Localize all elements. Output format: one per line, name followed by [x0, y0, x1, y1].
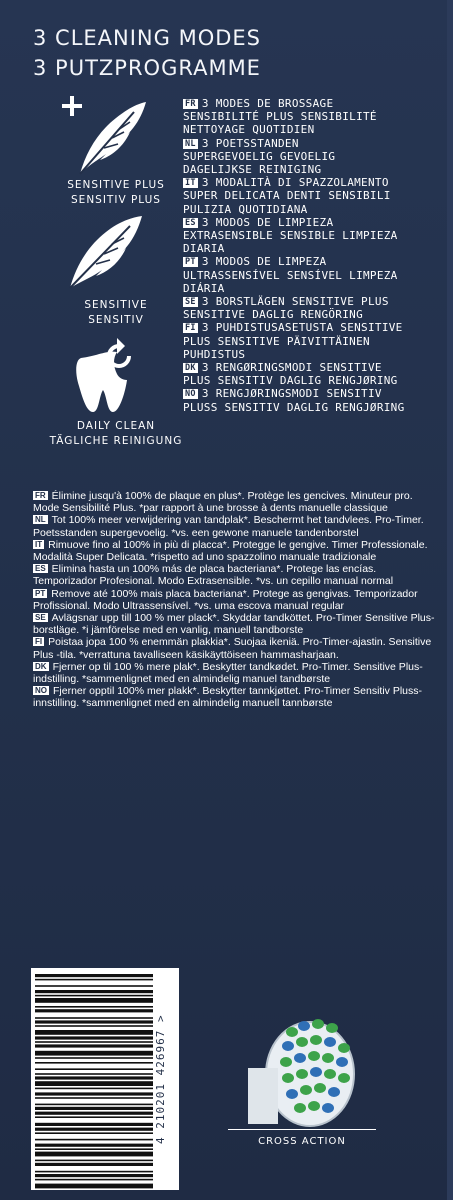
mode-line: [183, 216, 443, 229]
brush-head-label: CROSS ACTION: [258, 1136, 346, 1147]
barcode-bar: [35, 1144, 153, 1147]
barcode-bar: [35, 1112, 153, 1115]
label-sensitive: [31, 298, 201, 328]
mode-translations: [183, 97, 443, 414]
barcode-bar: [35, 1139, 153, 1141]
barcode-bar: [35, 1174, 153, 1177]
barcode-bar: [35, 1044, 153, 1047]
barcode-bar: [35, 1160, 153, 1162]
mode-line: PULIZIA QUOTIDIANA: [183, 202, 308, 216]
barcode-bar: [35, 1025, 153, 1027]
barcode-bar: [35, 985, 153, 987]
barcode-bar: [35, 974, 153, 977]
bristle-tuft: [282, 1073, 294, 1083]
claim-text: Fjerner op til 100 % mere plak*. Beskytter tandkødet. Pro-Timer. Sensitive Plus-indstilling. *sammenlignet med en almindelig manuel tandbørste: [33, 660, 423, 686]
barcode-bar: [35, 979, 153, 981]
mode-block: [183, 137, 443, 177]
mode-text: 3 MODES DE BROSSAGE: [201, 97, 334, 110]
bristle-tuft: [280, 1057, 292, 1067]
barcode-bar: [35, 1179, 153, 1181]
mode-text: 3 MODALITÀ DI SPAZZOLAMENTO: [201, 176, 389, 190]
label-sensitive-plus: [31, 178, 201, 208]
bristle-tuft: [310, 1035, 322, 1045]
mode-text: 3 RENGØRINGSMODI SENSITIVE: [201, 361, 382, 375]
divider: [228, 1129, 376, 1130]
bristle-tuft: [294, 1053, 306, 1063]
bristle-tuft: [322, 1053, 334, 1063]
label-daily-clean-de: TÄGLICHE REINIGUNG: [49, 435, 183, 447]
mode-line: SUPER DELICATA DENTI SENSIBILI: [183, 189, 391, 203]
claim-text: Elimina hasta un 100% más de placa bacteriana*. Protege las encías. Temporizador Profesional. Modo Extrasensible. *vs. un cepillo manual normal: [33, 563, 394, 588]
bristle-tuft: [338, 1043, 350, 1053]
mode-line: SENSITIVE DAGLIG RENGÖRING: [183, 308, 363, 322]
language-tag: NO: [35, 686, 47, 696]
claim-paragraph: [33, 588, 438, 612]
claim-text: Rimuove fino al 100% in più di placca*. Protegge le gengive. Timer Professionale. Modalità Super Delicata. *rispetto ad uno spazzolino manuale tradizionale: [33, 538, 428, 564]
barcode-bar: [35, 1107, 153, 1110]
mode-text: 3 POETSSTANDEN: [201, 136, 299, 150]
mode-line: PLUS SENSITIVE PÄIVITTÄINEN: [183, 334, 370, 348]
barcode-bar: [35, 1104, 153, 1106]
claim-paragraph: [33, 539, 438, 563]
mode-line: [183, 361, 443, 374]
barcode-bar: [35, 1116, 153, 1118]
title-english: 3 CLEANING MODES: [33, 26, 262, 50]
bristle-tuft: [314, 1083, 326, 1093]
claim-paragraph: [33, 661, 438, 685]
mode-line: PUHDISTUS: [183, 347, 246, 361]
bristle-tuft: [310, 1067, 322, 1077]
language-tag: ES: [35, 564, 46, 574]
mode-block: [183, 361, 443, 387]
mode-line: NETTOYAGE QUOTIDIEN: [183, 123, 315, 137]
mode-line: [183, 387, 443, 400]
bristle-tuft: [298, 1021, 310, 1031]
barcode-bar: [35, 1030, 153, 1035]
barcode-bar: [35, 1036, 153, 1039]
mode-line: DIARIA: [183, 242, 225, 256]
claim-paragraph: [33, 490, 438, 514]
mode-line: SUPERGEVOELIG GEVOELIG: [183, 149, 336, 163]
mode-line: PLUS SENSITIV DAGLIG RENGJØRING: [183, 374, 398, 388]
mode-line: EXTRASENSIBLE SENSIBLE LIMPIEZA: [183, 229, 398, 243]
barcode-bar: [35, 998, 153, 1003]
bristle-tuft: [328, 1087, 340, 1097]
claim-text: Fjerner opptil 100% mer plakk*. Beskytter tannkjøttet. Pro-Timer Sensitiv Pluss-innstilling. *sammenlignet med en almindelig manuell tannbørste: [33, 685, 422, 710]
mode-block: [183, 321, 443, 361]
language-tag: PT: [185, 257, 196, 268]
language-tag: FR: [35, 491, 46, 500]
mode-line: DIÁRIA: [183, 281, 225, 295]
bristle-tuft: [312, 1019, 324, 1029]
barcode-bar: [35, 1081, 153, 1086]
claim-paragraph: [33, 514, 438, 538]
mode-block: [183, 387, 443, 413]
language-tag: IT: [35, 539, 43, 549]
barcode-bar: [35, 1184, 153, 1189]
language-tag: SE: [185, 297, 196, 308]
label-sensitive-en: SENSITIVE: [84, 299, 148, 311]
bristle-tuft: [322, 1103, 334, 1113]
mode-block: [183, 176, 443, 216]
label-daily-clean: [31, 419, 201, 449]
barcode-bar: [35, 1148, 153, 1150]
language-tag: FI: [35, 637, 43, 647]
barcode-bar: [35, 1051, 153, 1056]
barcode-bar: [35, 1097, 153, 1099]
barcode-bar: [35, 1128, 153, 1131]
label-daily-clean-en: DAILY CLEAN: [76, 420, 156, 432]
brush-head-image: [248, 1010, 368, 1132]
bristle-tuft: [308, 1101, 320, 1111]
language-tag: PT: [35, 588, 46, 598]
claim-paragraph: [33, 685, 438, 709]
language-tag: SE: [35, 613, 46, 623]
bristle-tuft: [336, 1057, 348, 1067]
claim-paragraph: [33, 636, 438, 660]
language-tag: FR: [185, 99, 196, 109]
barcode-bar: [35, 1062, 153, 1064]
barcode-bar: [35, 1123, 153, 1126]
feather-plus-icon: [60, 92, 152, 178]
language-tag: IT: [185, 178, 196, 189]
mode-text: 3 RENGJØRINGSMODI SENSITIV: [201, 387, 382, 401]
mode-block: [183, 255, 443, 295]
barcode-bar: [35, 1068, 153, 1070]
language-tag: NL: [35, 515, 46, 525]
package-edge: [447, 0, 453, 1200]
language-tag: ES: [185, 217, 196, 228]
mode-line: DAGELIJKSE REINIGING: [183, 163, 322, 177]
claim-text: Remove até 100% mais placa bacteriana*. Protege as gengivas. Temporizador Profissional. Modo Ultrassensível. *vs. uma escova manual regular: [33, 587, 418, 612]
language-tag: NL: [185, 138, 196, 149]
bristle-tuft: [296, 1037, 308, 1047]
claim-paragraph: [33, 612, 438, 636]
bristle-tuft: [286, 1027, 298, 1037]
claim-text: Poistaa jopa 100 % enemmän plakkia*. Suojaa ikeniä. Pro-Timer-ajastin. Sensitive Plus -tila. *verrattuna tavalliseen käsikäyttöiseen hammasharjaan.: [33, 636, 432, 661]
claim-text: Élimine jusqu'à 100% de plaque en plus*. Protège les gencives. Minuteur pro. Mode Sensibilité Plus. *par rapport à une brosse à dents manuelle classique: [33, 490, 413, 515]
barcode-bar: [35, 1057, 153, 1059]
mode-text: 3 MODOS DE LIMPEZA: [201, 255, 327, 269]
barcode-bar: [35, 1171, 153, 1173]
barcode-bar: [35, 1020, 153, 1023]
barcode-bar: [35, 1088, 153, 1090]
bristle-tuft: [286, 1089, 298, 1099]
bristle-tuft: [294, 1103, 306, 1113]
barcode-bar: [35, 1073, 153, 1075]
label-sensitive-de: SENSITIV: [88, 314, 144, 326]
language-tag: DK: [35, 661, 47, 671]
barcode-bar: [35, 1163, 153, 1166]
mode-line: SENSIBILITÉ PLUS SENSIBILITÉ: [183, 110, 377, 124]
tooth-refresh-icon: [73, 334, 139, 414]
mode-line: [183, 321, 443, 334]
claim-text: Tot 100% meer verwijdering van tandplak*. Beschermt het tandvlees. Pro-Timer. Poetsstanden supergevoelig. *vs. een gewone manuele tandenborstel: [33, 514, 424, 539]
barcode-bar: [35, 1092, 153, 1095]
claims-translations: [33, 490, 438, 710]
barcode-bar: [35, 1041, 153, 1043]
barcode-bar: [35, 1006, 153, 1008]
mode-block: [183, 216, 443, 256]
barcode-bar: [35, 995, 153, 997]
bristle-tuft: [324, 1037, 336, 1047]
bristle-tuft: [308, 1051, 320, 1061]
mode-line: [183, 295, 443, 308]
mode-text: 3 BORSTLÄGEN SENSITIVE PLUS: [201, 295, 389, 309]
mode-block: [183, 97, 443, 137]
mode-text: 3 MODOS DE LIMPIEZA: [201, 215, 334, 229]
barcode-digits: 4 210201 426967 >: [154, 1014, 167, 1144]
language-tag: FI: [185, 323, 196, 334]
label-sensitive-plus-de: SENSITIV PLUS: [71, 194, 161, 206]
barcode-bar: [35, 1076, 153, 1079]
mode-line: [183, 255, 443, 268]
barcode-bar: [35, 990, 153, 993]
mode-line: ULTRASSENSÍVEL SENSÍVEL LIMPEZA: [183, 268, 398, 282]
title-german: 3 PUTZPROGRAMME: [33, 56, 261, 80]
mode-line: [183, 97, 443, 110]
barcode-bar: [35, 1152, 153, 1157]
bristle-tuft: [300, 1085, 312, 1095]
mode-text: 3 PUHDISTUSASETUSTA SENSITIVE: [201, 321, 403, 335]
bristle-tuft: [282, 1041, 294, 1051]
language-tag: NO: [185, 389, 196, 400]
barcode-bar: [35, 1009, 153, 1012]
claim-paragraph: [33, 563, 438, 587]
barcode-bar: [35, 1132, 153, 1134]
barcode-bar: [35, 1017, 153, 1019]
bristle-tuft: [324, 1069, 336, 1079]
mode-block: [183, 295, 443, 321]
mode-line: [183, 137, 443, 150]
bristle-tuft: [326, 1023, 338, 1033]
bristle-tuft: [338, 1073, 350, 1083]
mode-line: [183, 176, 443, 189]
label-sensitive-plus-en: SENSITIVE PLUS: [67, 179, 165, 191]
feather-icon: [66, 214, 146, 290]
language-tag: DK: [185, 363, 196, 374]
claim-text: Avlägsnar upp till 100 % mer plack*. Skyddar tandköttet. Pro-Timer Sensitive Plus-borstläge. *i jämförelse med en vanlig, manuell tandborste: [33, 612, 435, 637]
mode-line: PLUSS SENSITIV DAGLIG RENGJØRING: [183, 400, 405, 414]
bristle-tuft: [296, 1069, 308, 1079]
